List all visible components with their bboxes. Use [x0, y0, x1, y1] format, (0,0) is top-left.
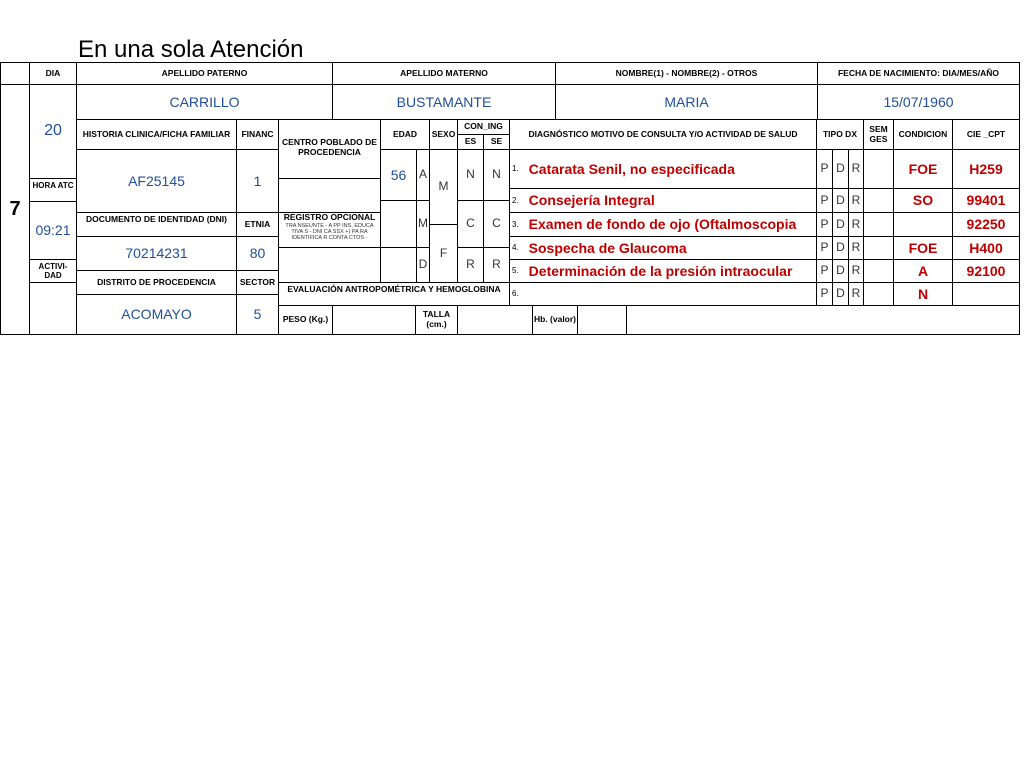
sector-value[interactable]: 5: [236, 294, 279, 335]
se-r[interactable]: R: [483, 247, 510, 283]
tipo-dx-d[interactable]: D: [832, 212, 849, 237]
tipo-dx-d[interactable]: D: [832, 188, 849, 213]
edad-unit-m[interactable]: M: [416, 200, 430, 248]
cie-value[interactable]: [952, 282, 1020, 306]
label-actividad: ACTIVI-DAD: [29, 259, 77, 283]
header-edad: EDAD: [380, 119, 430, 150]
diagnosis-row-6[interactable]: [509, 282, 817, 306]
se-n[interactable]: N: [483, 149, 510, 201]
dni-value[interactable]: 70214231: [76, 236, 237, 271]
se-c[interactable]: C: [483, 200, 510, 248]
form-title: En una sola Atención: [78, 36, 304, 63]
es-c[interactable]: C: [457, 200, 484, 248]
header-sector: SECTOR: [236, 270, 279, 295]
diagnosis-num: 6.: [512, 289, 519, 299]
condicion-value[interactable]: N: [893, 282, 953, 306]
diagnosis-num: 3.: [512, 219, 519, 229]
diagnosis-text: Sospecha de Glaucoma: [528, 239, 687, 256]
tipo-dx-p[interactable]: P: [816, 236, 833, 260]
edad-unit-a[interactable]: A: [416, 149, 430, 201]
blank-header-cell: [0, 62, 30, 85]
header-financ: FINANC: [236, 119, 279, 150]
historia-clinica-value[interactable]: AF25145: [76, 149, 237, 213]
es-r[interactable]: R: [457, 247, 484, 283]
header-condicion: CONDICION: [893, 119, 953, 150]
condicion-value[interactable]: SO: [893, 188, 953, 213]
apellido-materno-value[interactable]: BUSTAMANTE: [332, 84, 556, 120]
label-hora-atc: HORA ATC: [29, 178, 77, 202]
edad-unit-d[interactable]: D: [416, 247, 430, 283]
tipo-dx-r[interactable]: R: [848, 212, 864, 237]
header-sexo: SEXO: [429, 119, 458, 150]
registro-opcional-note: TRA NSEUNTE - A PP INS, EDUCA TIVA S - DNI CA SSX +) PA RA IDENTIFICA R CONTA CTOS -: [285, 222, 374, 242]
diagnosis-text: Determinación de la presión intraocular: [528, 262, 793, 279]
header-nombres: NOMBRE(1) - NOMBRE(2) - OTROS: [555, 62, 818, 85]
cie-value[interactable]: 99401: [952, 188, 1020, 213]
diagnosis-text: Catarata Senil, no especificada: [528, 160, 735, 177]
sexo-f[interactable]: F: [429, 224, 458, 283]
tipo-dx-d[interactable]: D: [832, 259, 849, 283]
header-historia-clinica: HISTORIA CLINICA/FICHA FAMILIAR: [76, 119, 237, 150]
header-evaluacion: EVALUACIÓN ANTROPOMÉTRICA Y HEMOGLOBINA: [278, 282, 510, 306]
apellido-paterno-value[interactable]: CARRILLO: [76, 84, 333, 120]
header-apellido-materno: APELLIDO MATERNO: [332, 62, 556, 85]
diagnosis-num: 2.: [512, 195, 519, 205]
header-tipo-dx: TIPO DX: [816, 119, 864, 150]
sem-ges-value[interactable]: [863, 188, 894, 213]
tipo-dx-d[interactable]: D: [832, 236, 849, 260]
condicion-value[interactable]: FOE: [893, 149, 953, 189]
registro-opcional-value[interactable]: [278, 247, 381, 283]
es-n[interactable]: N: [457, 149, 484, 201]
sem-ges-value[interactable]: [863, 149, 894, 189]
diagnosis-num: 1.: [512, 164, 519, 174]
fecha-nacimiento-value[interactable]: 15/07/1960: [817, 84, 1020, 120]
empty-cell: [626, 305, 1020, 335]
edad-extra-cell-2: [380, 247, 417, 283]
header-se: SE: [483, 134, 510, 150]
etnia-value[interactable]: 80: [236, 236, 279, 271]
label-talla: TALLA (cm.): [415, 305, 458, 335]
diagnosis-text: Examen de fondo de ojo (Oftalmoscopia: [528, 216, 797, 233]
tipo-dx-p[interactable]: P: [816, 149, 833, 189]
diagnosis-row-2[interactable]: [509, 188, 817, 213]
tipo-dx-r[interactable]: R: [848, 282, 864, 306]
centro-poblado-value[interactable]: [278, 178, 381, 213]
diagnosis-row-4[interactable]: [509, 236, 817, 260]
nombre-value[interactable]: MARIA: [555, 84, 818, 120]
tipo-dx-r[interactable]: R: [848, 149, 864, 189]
header-registro-opcional: REGISTRO OPCIONAL: [283, 212, 376, 222]
hora-value[interactable]: 09:21: [29, 201, 77, 260]
talla-value[interactable]: [457, 305, 533, 335]
diagnosis-num: 4.: [512, 243, 519, 253]
header-sem-ges: SEM GES: [863, 119, 894, 150]
sem-ges-value[interactable]: [863, 282, 894, 306]
registro-opcional-cell: [278, 212, 381, 248]
condicion-value[interactable]: FOE: [893, 236, 953, 260]
diagnosis-row-5[interactable]: [509, 259, 817, 283]
sem-ges-value[interactable]: [863, 236, 894, 260]
header-apellido-paterno: APELLIDO PATERNO: [76, 62, 333, 85]
tipo-dx-p[interactable]: P: [816, 282, 833, 306]
tipo-dx-d[interactable]: D: [832, 282, 849, 306]
header-documento: DOCUMENTO DE IDENTIDAD (DNI): [76, 212, 237, 237]
header-distrito: DISTRITO DE PROCEDENCIA: [76, 270, 237, 295]
header-fecha-nacimiento: FECHA DE NACIMIENTO: DIA/MES/AÑO: [817, 62, 1020, 85]
cie-value[interactable]: 92250: [952, 212, 1020, 237]
header-centro-poblado: CENTRO POBLADO DE PROCEDENCIA: [278, 119, 381, 179]
hb-value[interactable]: [577, 305, 627, 335]
tipo-dx-r[interactable]: R: [848, 188, 864, 213]
cie-value[interactable]: H259: [952, 149, 1020, 189]
condicion-value[interactable]: [893, 212, 953, 237]
header-etnia: ETNIA: [236, 212, 279, 237]
header-con-ing: CON_ING: [457, 119, 510, 135]
distrito-value[interactable]: ACOMAYO: [76, 294, 237, 335]
tipo-dx-r[interactable]: R: [848, 259, 864, 283]
tipo-dx-p[interactable]: P: [816, 188, 833, 213]
diagnosis-row-3[interactable]: [509, 212, 817, 237]
label-peso: PESO (Kg.): [278, 305, 333, 335]
sem-ges-value[interactable]: [863, 212, 894, 237]
diagnosis-num: 5.: [512, 266, 519, 276]
tipo-dx-p[interactable]: P: [816, 212, 833, 237]
header-es: ES: [457, 134, 484, 150]
cie-value[interactable]: 92100: [952, 259, 1020, 283]
sem-ges-value[interactable]: [863, 259, 894, 283]
diagnosis-row-1[interactable]: [509, 149, 817, 189]
edad-extra-cell: [380, 200, 417, 248]
header-dia: DIA: [29, 62, 77, 85]
condicion-value[interactable]: A: [893, 259, 953, 283]
edad-value[interactable]: 56: [380, 149, 417, 201]
header-diagnostico: DIAGNÓSTICO MOTIVO DE CONSULTA Y/O ACTIVIDAD DE SALUD: [509, 119, 817, 150]
row-number: 7: [0, 84, 30, 335]
cie-value[interactable]: H400: [952, 236, 1020, 260]
peso-value[interactable]: [332, 305, 416, 335]
tipo-dx-r[interactable]: R: [848, 236, 864, 260]
actividad-value[interactable]: [29, 282, 77, 335]
sexo-m[interactable]: M: [429, 149, 458, 225]
label-hb: Hb. (valor): [532, 305, 578, 335]
diagnosis-text: Consejería Integral: [528, 192, 655, 209]
financ-value[interactable]: 1: [236, 149, 279, 213]
dia-value[interactable]: 20: [29, 84, 77, 179]
header-cie-cpt: CIE _CPT: [952, 119, 1020, 150]
tipo-dx-d[interactable]: D: [832, 149, 849, 189]
tipo-dx-p[interactable]: P: [816, 259, 833, 283]
